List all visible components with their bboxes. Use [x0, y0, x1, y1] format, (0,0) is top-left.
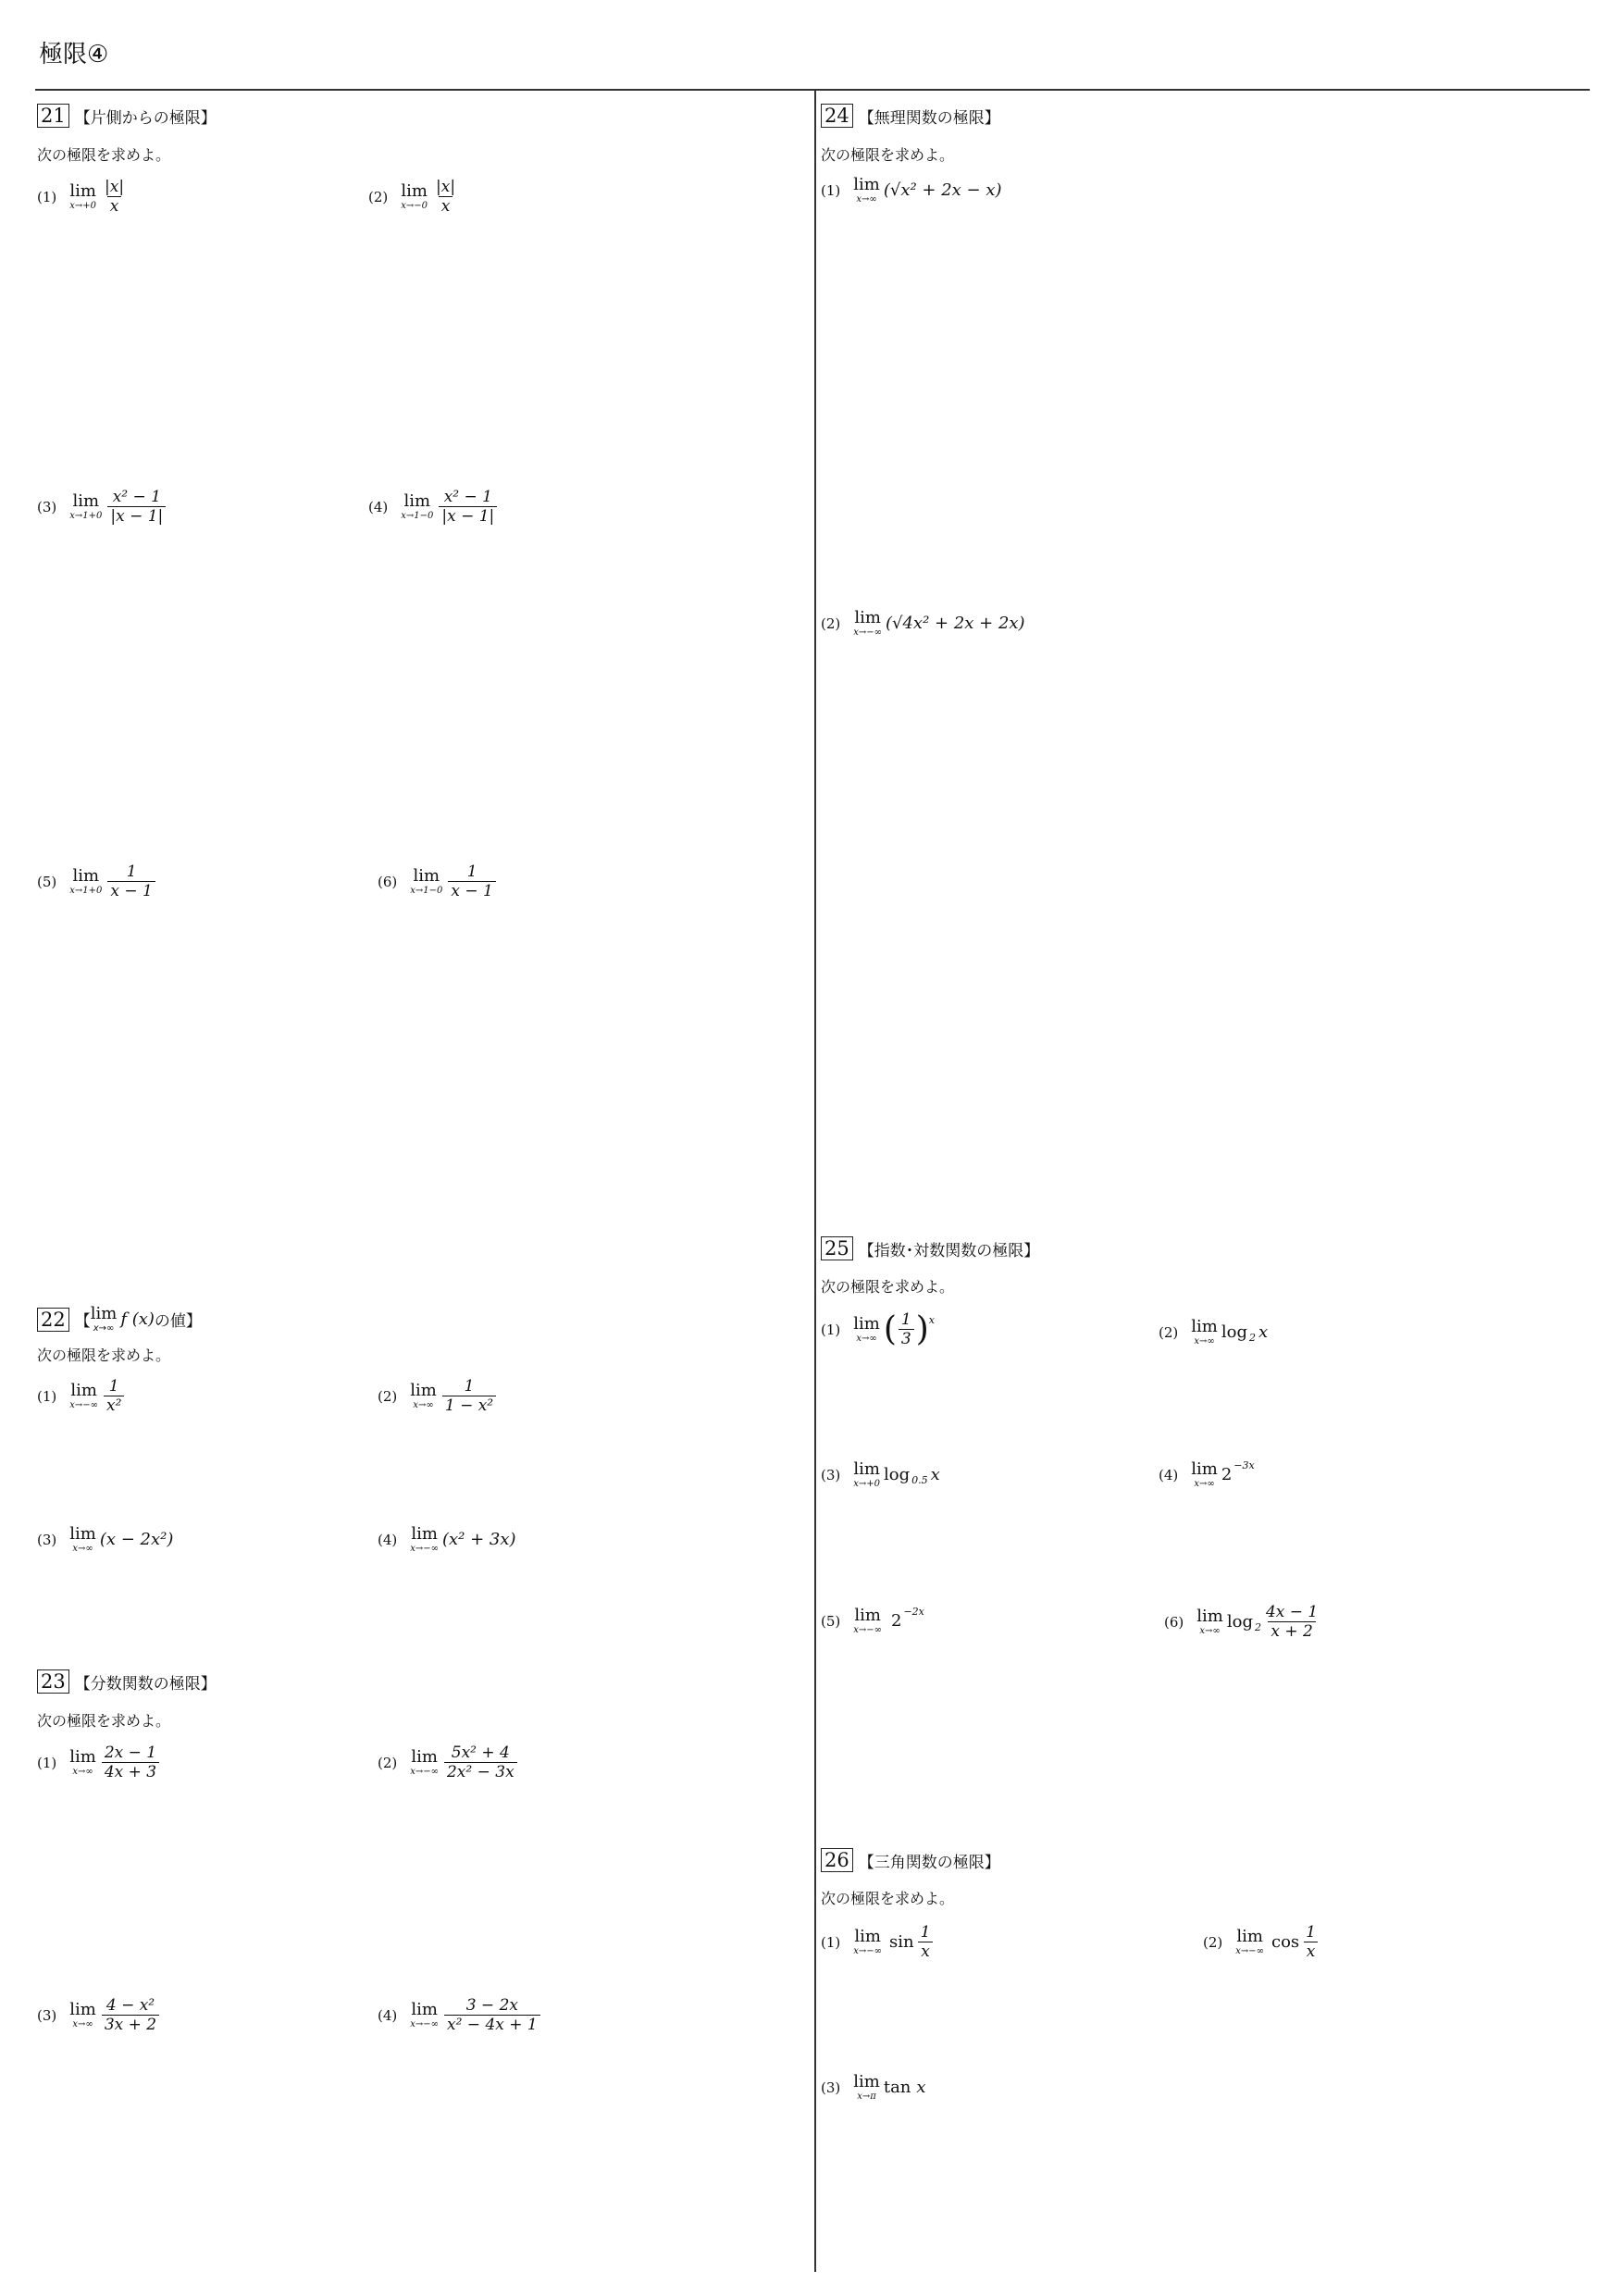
limit-operator [1196, 1607, 1223, 1636]
limit-operator [69, 492, 102, 521]
limit-operator [853, 609, 882, 638]
problem-label: (6) [1164, 1613, 1184, 1631]
problem-21-5 [37, 863, 157, 900]
fraction [104, 1377, 124, 1415]
paren-open: ( [883, 1309, 897, 1348]
fraction [102, 178, 127, 216]
fraction [107, 863, 155, 900]
fraction [444, 1744, 517, 1781]
limit-subscript: x→∞ [856, 1334, 877, 1344]
section-21-heading [37, 104, 217, 128]
problem-number-box: 21 [37, 104, 69, 128]
problem-label: (2) [1203, 1933, 1223, 1951]
limit-subscript: x→+0 [69, 201, 97, 211]
denominator: x [918, 1942, 933, 1961]
limit-subscript: x→∞ [856, 194, 877, 205]
limit-subscript: x→∞ [72, 1767, 93, 1777]
limit-subscript: x→−∞ [410, 1544, 439, 1554]
problem-label: (6) [378, 873, 398, 890]
problem-21-3 [37, 488, 167, 526]
problem-26-1 [821, 1923, 935, 1961]
problem-21-2 [368, 178, 460, 216]
limit-expression: (√4x² + 2x + 2x) [885, 614, 1025, 633]
limit-operator [1191, 1318, 1218, 1347]
limit-operator [69, 2001, 96, 2029]
problem-25-6 [1164, 1603, 1322, 1641]
denominator: |x − 1| [439, 506, 497, 526]
numerator: 1 [126, 863, 137, 881]
limit-operator [853, 176, 880, 205]
limit-operator [69, 182, 96, 211]
numerator: 3 − 2x [465, 1996, 518, 2015]
fraction [899, 1310, 914, 1348]
exponent: −2x [903, 1606, 924, 1618]
log-function: log [884, 1465, 911, 1484]
numerator: 1 [900, 1310, 911, 1329]
base-number: 2 [1221, 1465, 1233, 1484]
limit-operator [69, 1748, 96, 1777]
lim-word: lim [72, 866, 100, 886]
lim-word: lim [403, 491, 431, 511]
problem-23-4 [378, 1996, 542, 2034]
numerator: 5x² + 4 [451, 1744, 510, 1762]
problem-21-1 [37, 178, 129, 216]
section-22-heading [37, 1305, 202, 1334]
heading-limit [91, 1305, 118, 1334]
limit-operator [1235, 1928, 1264, 1956]
trig-function: tan [883, 2078, 911, 2097]
problem-label: (1) [821, 181, 841, 199]
fraction [1303, 1923, 1319, 1961]
section-instruction: 次の極限を求めよ。 [37, 146, 171, 164]
problem-label: (3) [821, 1466, 841, 1483]
limit-operator [853, 1460, 880, 1489]
denominator: x [1304, 1942, 1319, 1961]
lim-word: lim [1236, 1927, 1263, 1946]
lim-word: lim [1191, 1459, 1218, 1479]
limit-subscript: x→∞ [1194, 1336, 1215, 1347]
lim-word: lim [411, 2000, 438, 2019]
denominator: 3 [899, 1329, 914, 1348]
lim-word: lim [411, 1747, 438, 1767]
limit-expression: (x² + 3x) [441, 1530, 516, 1549]
lim-word: lim [69, 1747, 96, 1767]
limit-expression: x [916, 2078, 926, 2097]
problem-21-4 [368, 488, 499, 526]
denominator: 4x + 3 [102, 1762, 159, 1781]
problem-label: (1) [37, 188, 57, 205]
fraction [1263, 1603, 1320, 1641]
lim-word: lim [1191, 1317, 1218, 1336]
heading-function: f (x) [120, 1309, 155, 1329]
numerator: 2x − 1 [104, 1744, 157, 1762]
section-title: 【指数･対数関数の極限】 [858, 1241, 1040, 1260]
lim-word: lim [70, 1381, 97, 1400]
trig-function: sin [888, 1932, 914, 1952]
numerator: x² − 1 [112, 488, 161, 506]
problem-label: (2) [378, 1387, 398, 1405]
problem-25-2 [1159, 1318, 1268, 1347]
limit-subscript: x→1+0 [69, 511, 103, 521]
section-instruction: 次の極限を求めよ。 [821, 1278, 955, 1296]
lim-word: lim [854, 1927, 881, 1946]
problem-26-3 [821, 2073, 926, 2102]
lim-word: lim [72, 491, 100, 511]
section-instruction: 次の極限を求めよ。 [821, 146, 955, 164]
problem-24-2 [821, 609, 1025, 638]
problem-21-6 [378, 863, 498, 900]
denominator: x − 1 [448, 881, 495, 900]
numerator: 1 [108, 1377, 119, 1396]
column-divider [814, 90, 816, 2272]
exponent: x [928, 1314, 935, 1326]
fraction [107, 488, 166, 526]
section-26-heading [821, 1848, 1000, 1872]
lim-word: lim [854, 1606, 881, 1625]
limit-operator [69, 867, 102, 896]
lim-word: lim [853, 1459, 880, 1479]
problem-label: (4) [378, 1531, 398, 1548]
numerator: 4 − x² [105, 1996, 155, 2015]
limit-operator [853, 1928, 882, 1956]
problem-22-3 [37, 1525, 173, 1554]
lim-word: lim [410, 1381, 437, 1400]
denominator: x² − 4x + 1 [444, 2015, 540, 2034]
problem-label: (1) [821, 1321, 841, 1338]
numerator: 1 [464, 1377, 475, 1396]
section-24-heading [821, 104, 1000, 128]
section-25-heading [821, 1236, 1039, 1260]
lim-word: lim [853, 1314, 880, 1334]
problem-number-box: 26 [821, 1848, 853, 1872]
numerator: 1 [466, 863, 477, 881]
problem-22-1 [37, 1377, 126, 1415]
problem-26-2 [1203, 1923, 1320, 1961]
lim-word: lim [69, 181, 96, 201]
fraction [102, 1744, 159, 1781]
title-rule [35, 89, 1590, 91]
section-title: 【三角関数の極限】 [858, 1853, 1000, 1872]
limit-operator [410, 1382, 437, 1410]
section-title: 【片側からの極限】 [74, 108, 217, 128]
fraction [433, 178, 458, 216]
limit-expression: x [1258, 1322, 1269, 1342]
limit-subscript: x→∞ [1199, 1626, 1221, 1636]
problem-label: (2) [821, 614, 841, 632]
numerator: x² − 1 [443, 488, 492, 506]
limit-subscript: x→∞ [72, 2019, 93, 2029]
log-function: log [1226, 1612, 1253, 1632]
numerator: 1 [1306, 1923, 1316, 1942]
problem-label: (2) [378, 1754, 398, 1771]
limit-subscript: x→−∞ [853, 1946, 882, 1956]
lim-word: lim [1196, 1607, 1223, 1626]
lim-word: lim [401, 181, 428, 201]
section-23-heading [37, 1669, 217, 1694]
trig-function: cos [1271, 1932, 1300, 1952]
problem-label: (3) [37, 2006, 57, 2024]
denominator: 1 − x² [442, 1396, 496, 1415]
lim-word: lim [69, 1524, 96, 1544]
limit-subscript: x→1−0 [410, 886, 443, 896]
limit-operator [1191, 1460, 1218, 1489]
denominator: |x − 1| [107, 506, 166, 526]
limit-subscript: x→1−0 [401, 511, 434, 521]
limit-operator [410, 1748, 439, 1777]
limit-operator [410, 2001, 439, 2029]
problem-label: (3) [821, 2079, 841, 2096]
limit-subscript: x→π [857, 2091, 876, 2102]
lim-word: lim [413, 866, 440, 886]
problem-label: (4) [368, 498, 389, 515]
exponent: −3x [1233, 1459, 1255, 1471]
lim-word: lim [853, 175, 880, 194]
limit-operator [401, 182, 428, 211]
limit-subscript: x→−∞ [410, 2019, 439, 2029]
problem-number-box: 24 [821, 104, 853, 128]
log-base: 0.5 [911, 1474, 928, 1486]
problem-label: (5) [821, 1612, 841, 1630]
denominator: x − 1 [107, 881, 155, 900]
log-base: 2 [1254, 1621, 1261, 1633]
limit-subscript: x→∞ [93, 1323, 115, 1334]
problem-22-4 [378, 1525, 516, 1554]
problem-label: (3) [37, 1531, 57, 1548]
section-title: 【無理関数の極限】 [858, 108, 1000, 128]
problem-label: (1) [37, 1754, 57, 1771]
limit-expression: (x − 2x²) [99, 1530, 174, 1549]
numerator: |x| [105, 178, 125, 196]
section-instruction: 次の極限を求めよ。 [37, 1347, 171, 1364]
denominator: x [439, 196, 453, 216]
limit-subscript: x→−0 [401, 201, 428, 211]
limit-subscript: x→−∞ [853, 1625, 882, 1635]
limit-subscript: x→−∞ [69, 1400, 98, 1410]
limit-subscript: x→−∞ [1235, 1946, 1264, 1956]
lim-word: lim [411, 1524, 438, 1544]
page-title: 極限④ [39, 41, 109, 68]
problem-label: (2) [1159, 1323, 1179, 1341]
limit-operator [853, 1607, 882, 1635]
fraction [448, 863, 495, 900]
denominator: 2x² − 3x [444, 1762, 517, 1781]
log-function: log [1221, 1322, 1247, 1342]
problem-number-box: 23 [37, 1669, 69, 1694]
limit-subscript: x→∞ [72, 1544, 93, 1554]
limit-operator [410, 1525, 439, 1554]
problem-22-2 [378, 1377, 498, 1415]
limit-subscript: x→−∞ [853, 627, 882, 638]
problem-25-3 [821, 1460, 940, 1489]
lim-word: lim [69, 2000, 96, 2019]
problem-label: (3) [37, 498, 57, 515]
lim-word: lim [853, 2072, 880, 2091]
limit-operator [69, 1382, 98, 1410]
section-instruction: 次の極限を求めよ。 [821, 1890, 955, 1907]
limit-operator [410, 867, 442, 896]
limit-expression: x [930, 1465, 940, 1484]
problem-25-4 [1159, 1460, 1255, 1489]
log-base: 2 [1248, 1332, 1256, 1344]
fraction [442, 1377, 496, 1415]
limit-operator [853, 1315, 880, 1344]
fraction [102, 1996, 159, 2034]
lim-word: lim [90, 1304, 118, 1323]
paren-close: ) [915, 1309, 929, 1348]
problem-number-box: 22 [37, 1308, 69, 1332]
problem-number-box: 25 [821, 1236, 853, 1260]
section-title: 【分数関数の極限】 [74, 1674, 217, 1694]
limit-operator [401, 492, 433, 521]
limit-expression: (√x² + 2x − x) [883, 180, 1002, 200]
limit-subscript: x→−∞ [410, 1767, 439, 1777]
limit-operator [853, 2073, 880, 2102]
problem-label: (2) [368, 188, 389, 205]
lim-word: lim [854, 608, 881, 627]
problem-24-1 [821, 176, 1002, 205]
problem-label: (1) [821, 1933, 841, 1951]
problem-23-3 [37, 1996, 161, 2034]
denominator: x² [104, 1396, 124, 1415]
limit-subscript: x→1+0 [69, 886, 103, 896]
section-instruction: 次の極限を求めよ。 [37, 1712, 171, 1730]
problem-25-5 [821, 1607, 924, 1635]
problem-25-1 [821, 1310, 935, 1348]
fraction [918, 1923, 934, 1961]
heading-bracket-open: 【 [74, 1312, 91, 1331]
problem-label: (1) [37, 1387, 57, 1405]
denominator: x [107, 196, 122, 216]
fraction [444, 1996, 540, 2034]
limit-subscript: x→∞ [413, 1400, 434, 1410]
numerator: 4x − 1 [1265, 1603, 1319, 1621]
limit-subscript: x→∞ [1194, 1479, 1215, 1489]
denominator: 3x + 2 [102, 2015, 159, 2034]
limit-operator [69, 1525, 96, 1554]
heading-bracket-close: の値】 [154, 1312, 202, 1331]
problem-label: (4) [378, 2006, 398, 2024]
denominator: x + 2 [1268, 1621, 1315, 1641]
base-number: 2 [890, 1611, 902, 1631]
problem-23-1 [37, 1744, 161, 1781]
fraction [439, 488, 497, 526]
problem-23-2 [378, 1744, 519, 1781]
numerator: |x| [436, 178, 456, 196]
problem-label: (4) [1159, 1466, 1179, 1483]
numerator: 1 [920, 1923, 931, 1942]
limit-subscript: x→+0 [853, 1479, 881, 1489]
problem-label: (5) [37, 873, 57, 890]
